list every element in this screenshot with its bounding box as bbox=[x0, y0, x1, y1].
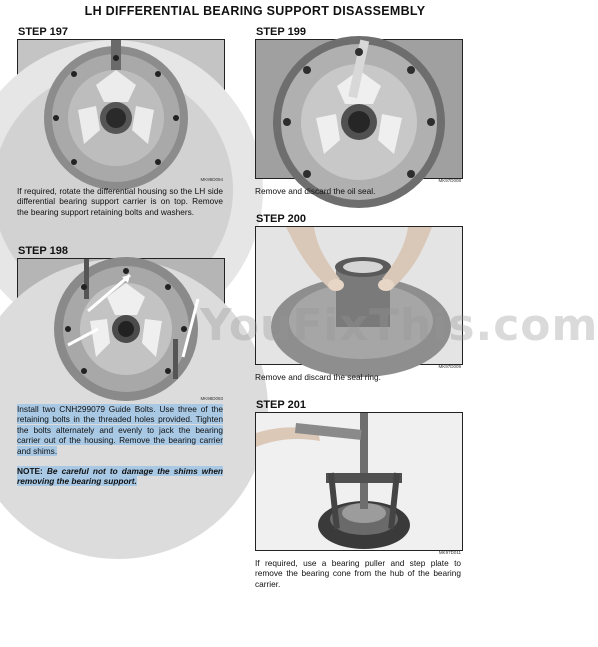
step-199-heading: STEP 199 bbox=[256, 26, 306, 38]
watermark: YouFixThis.com bbox=[200, 300, 598, 351]
differential-housing-photo bbox=[18, 40, 224, 177]
step-198-photo bbox=[17, 258, 225, 397]
step-197-photo bbox=[17, 39, 225, 178]
step-199-photo bbox=[255, 39, 463, 179]
step-198-note bbox=[17, 466, 223, 487]
step-200-heading: STEP 200 bbox=[256, 213, 306, 225]
step-200-caption: Remove and discard the seal ring. bbox=[255, 372, 381, 382]
step-201-figure-code: MK97D011 bbox=[438, 550, 461, 555]
step-199-caption: Remove and discard the oil seal. bbox=[255, 186, 376, 196]
guide-bolts-photo bbox=[18, 259, 224, 396]
note-label: NOTE: bbox=[17, 466, 43, 476]
step-200-figure-code: MK97D009 bbox=[438, 364, 461, 369]
step-199-figure-code: MK97D008 bbox=[438, 178, 461, 183]
step-197-heading: STEP 197 bbox=[18, 26, 68, 38]
bearing-puller-photo bbox=[256, 413, 462, 550]
step-201-caption: If required, use a bearing puller and step plate to remove the bearing cone from the hub of the bearing carrier. bbox=[255, 558, 461, 589]
oil-seal-photo bbox=[256, 40, 462, 178]
step-197-figure-code: MK98D094 bbox=[200, 177, 223, 182]
step-198-caption-text: Install two CNH299079 Guide Bolts. Use three of the retaining bolts in the threaded holes provided. Tighten the bolts alternately and evenly to jack the bearing carrier out of the housing. Remove the bearing carrier and shims. bbox=[17, 404, 223, 456]
step-198-heading: STEP 198 bbox=[18, 245, 68, 257]
step-201-photo bbox=[255, 412, 463, 551]
step-198-figure-code: MK98D093 bbox=[200, 396, 223, 401]
page-title: LH DIFFERENTIAL BEARING SUPPORT DISASSEMBLY bbox=[84, 4, 426, 18]
step-197-caption: If required, rotate the differential housing so the LH side differential bearing support carrier is on top. Remove the bearing support retaining bolts and washers. bbox=[17, 186, 223, 217]
step-201-heading: STEP 201 bbox=[256, 399, 306, 411]
note-text: Be careful not to damage the shims when removing the bearing support. bbox=[17, 466, 223, 487]
step-198-caption bbox=[17, 404, 223, 456]
